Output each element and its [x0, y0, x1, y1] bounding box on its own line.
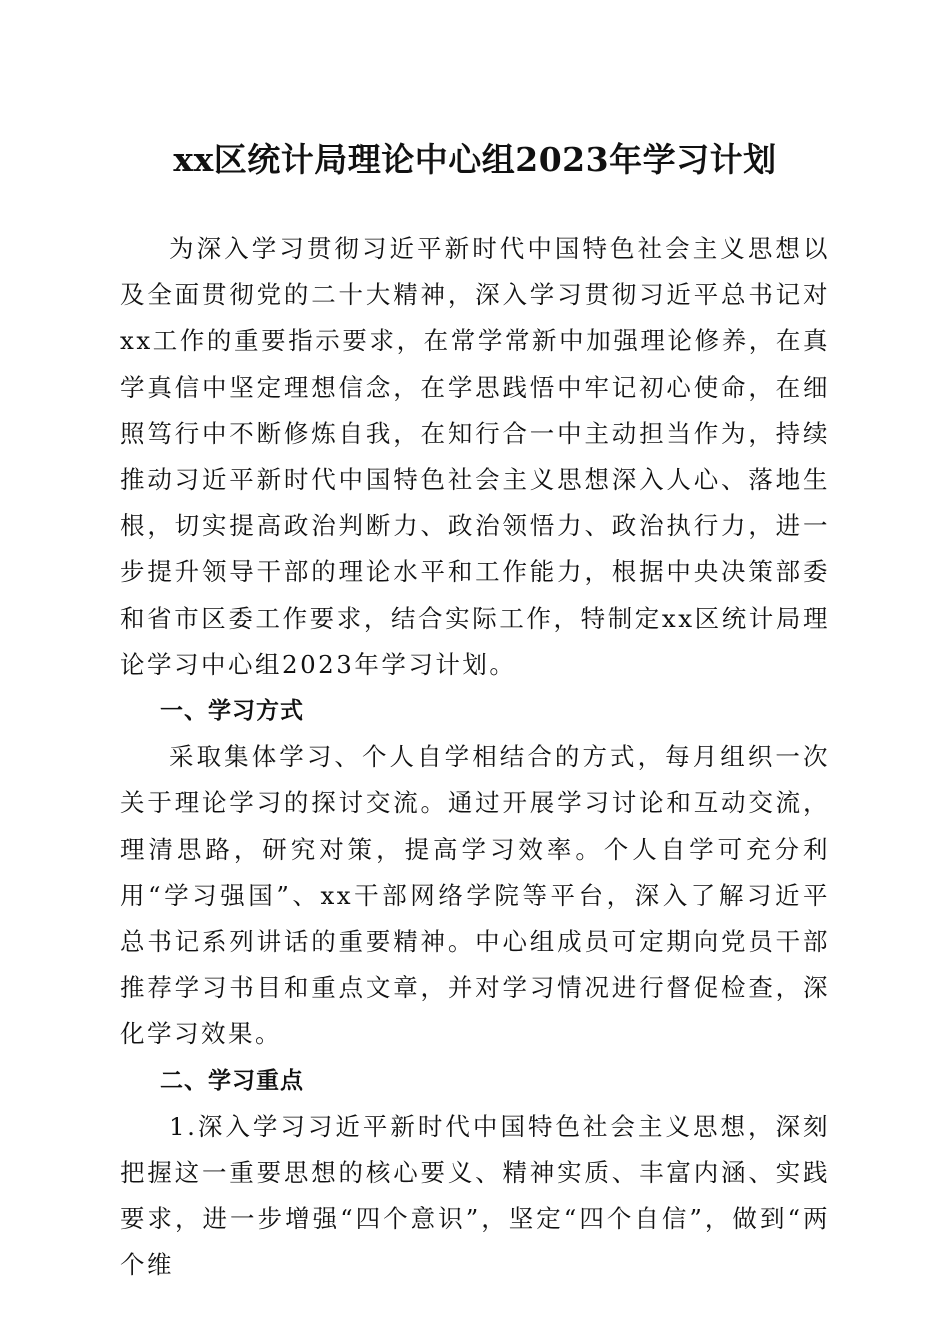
document-body: [120, 226, 830, 1289]
study-method-paragraph: 采取集体学习、个人自学相结合的方式，每月组织一次关于理论学习的探讨交流。通过开展学习讨论和互动交流，理清思路，研究对策，提高学习效率。个人自学可充分利用“学习强国”、xx干部网络学院等平台，深入了解习近平总书记系列讲话的重要精神。中心组成员可定期向党员干部推荐学习书目和重点文章，并对学习情况进行督促检查，深化学习效果。: [120, 742, 830, 1049]
section-heading-study-method: 一、学习方式: [160, 698, 304, 725]
document-title: xx区统计局理论中心组2023年学习计划: [173, 140, 777, 179]
section-heading-study-focus: 二、学习重点: [160, 1067, 304, 1094]
intro-paragraph: 为深入学习贯彻习近平新时代中国特色社会主义思想以及全面贯彻党的二十大精神，深入学习贯彻习近平总书记对xx工作的重要指示要求，在常学常新中加强理论修养，在真学真信中坚定理想信念，在学思践悟中牢记初心使命，在细照笃行中不断修炼自我，在知行合一中主动担当作为，持续推动习近平新时代中国特色社会主义思想深入人心、落地生根，切实提高政治判断力、政治领悟力、政治执行力，进一步提升领导干部的理论水平和工作能力，根据中央决策部委和省市区委工作要求，结合实际工作，特制定xx区统计局理论学习中心组2023年学习计划。: [120, 234, 830, 679]
study-focus-item-1: 1.深入学习习近平新时代中国特色社会主义思想，深刻把握这一重要思想的核心要义、精神实质、丰富内涵、实践要求，进一步增强“四个意识”，坚定“四个自信”，做到“两个维: [120, 1111, 830, 1280]
